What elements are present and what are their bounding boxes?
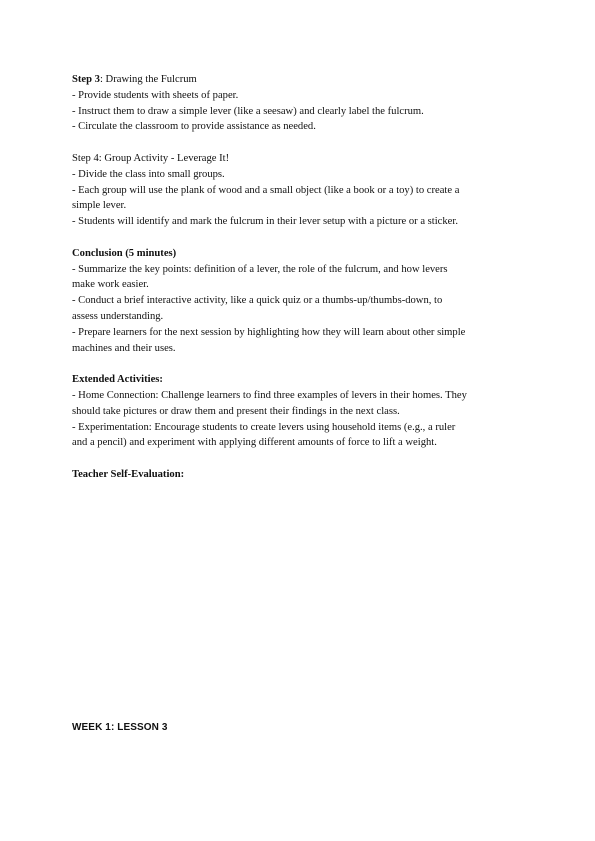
- step3-line: - Circulate the classroom to provide assistance as needed.: [72, 121, 316, 133]
- conclusion-line: - Conduct a brief interactive activity, like a quick quiz or a thumbs-up/thumbs-down, to: [72, 295, 443, 307]
- conclusion-line: - Summarize the key points: definition of a lever, the role of the fulcrum, and how levers: [72, 263, 448, 275]
- step4-line: - Each group will use the plank of wood and a small object (like a book or a toy) to create a: [72, 184, 460, 196]
- step3-line: - Instruct them to draw a simple lever (like a seesaw) and clearly label the fulcrum.: [72, 105, 424, 117]
- conclusion-line: make work easier.: [72, 279, 149, 291]
- extended-activities-line: - Home Connection: Challenge learners to find three examples of levers in their homes. They: [72, 389, 467, 401]
- conclusion-line: assess understanding.: [72, 310, 164, 322]
- extended-activities-line: should take pictures or draw them and present their findings in the next class.: [72, 405, 400, 417]
- self-evaluation-section: [72, 467, 532, 483]
- extended-activities-heading: Extended Activities:: [72, 374, 163, 386]
- next-lesson-heading: WEEK 1: LESSON 3: [72, 722, 168, 733]
- self-evaluation-heading: Teacher Self-Evaluation:: [72, 468, 185, 480]
- step3-line: - Provide students with sheets of paper.: [72, 89, 239, 101]
- step4-line: - Divide the class into small groups.: [72, 168, 225, 180]
- step3-section: [72, 72, 532, 135]
- document-body: [72, 72, 532, 483]
- extended-activities-line: - Experimentation: Encourage students to create levers using household items (e.g., a ruler: [72, 421, 456, 433]
- conclusion-heading: Conclusion (5 minutes): [72, 247, 177, 259]
- step4-line: - Students will identify and mark the fulcrum in their lever setup with a picture or a sticker.: [72, 216, 458, 228]
- step3-heading-label: Step 3: [72, 74, 100, 85]
- conclusion-section: [72, 246, 532, 357]
- step4-heading: Step 4: Group Activity - Leverage It!: [72, 152, 230, 164]
- conclusion-line: machines and their uses.: [72, 342, 176, 354]
- extended-activities-section: [72, 372, 532, 451]
- step4-line: simple lever.: [72, 200, 127, 212]
- extended-activities-line: and a pencil) and experiment with applying different amounts of force to lift a weight.: [72, 437, 437, 449]
- step3-heading-text: : Drawing the Fulcrum: [99, 74, 197, 85]
- step3-heading: [72, 72, 532, 88]
- step4-section: [72, 151, 532, 230]
- conclusion-line: - Prepare learners for the next session by highlighting how they will learn about other simple: [72, 326, 466, 338]
